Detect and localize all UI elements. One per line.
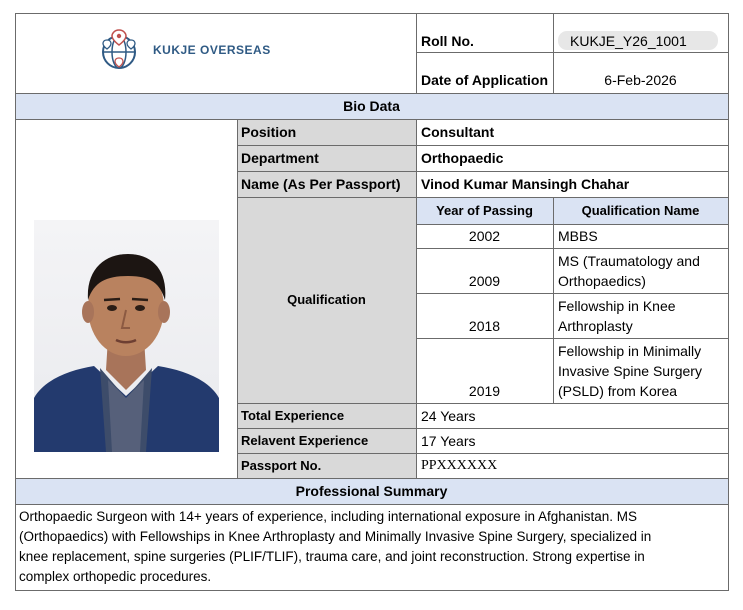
department-label: Department — [241, 150, 319, 166]
name-label: Name (As Per Passport) — [241, 176, 401, 192]
summary-line: complex orthopedic procedures. — [19, 569, 212, 584]
qualification-name: Arthroplasty — [558, 318, 633, 334]
professional-summary-title: Professional Summary — [295, 483, 448, 499]
qualification-label: Qualification — [287, 292, 366, 307]
date-of-application-value: 6-Feb-2026 — [604, 72, 677, 88]
summary-line: (Orthopaedics) with Fellowships in Knee Arthroplasty and Minimally Invasive Spine Surgery, specialized in — [19, 529, 652, 544]
passport-number-label: Passport No. — [241, 458, 322, 473]
company-logo-text: KUKJE OVERSEAS — [153, 43, 271, 57]
company-logo — [97, 28, 271, 74]
bio-data-title: Bio Data — [343, 98, 400, 114]
relevant-experience-value: 17 Years — [421, 433, 476, 449]
qualification-name: Invasive Spine Surgery — [558, 363, 702, 379]
qualification-name: Orthopaedics) — [558, 273, 646, 289]
summary-line: Orthopaedic Surgeon with 14+ years of experience, including international exposure in Afghanistan. MS — [19, 509, 638, 524]
department-value: Orthopaedic — [421, 150, 504, 166]
qualification-year: 2018 — [468, 318, 501, 334]
qualification-name: MS (Traumatology and — [558, 253, 700, 269]
qualification-name: MBBS — [558, 228, 598, 244]
qualification-year: 2002 — [468, 228, 501, 244]
applicant-photo — [34, 220, 219, 452]
position-label: Position — [241, 124, 297, 140]
roll-number-label: Roll No. — [421, 33, 474, 49]
summary-line: knee replacement, spine surgeries (PLIF/TLIF), trauma care, and joint reconstruction. Strong expertise in — [19, 549, 645, 564]
position-value: Consultant — [421, 124, 495, 140]
total-experience-label: Total Experience — [241, 408, 345, 423]
year-of-passing-header: Year of Passing — [436, 203, 533, 218]
passport-number-value: PPXXXXXX — [421, 458, 498, 473]
qualification-name: Fellowship in Knee — [558, 298, 676, 314]
globe-pin-icon — [97, 28, 147, 74]
qualification-name: Fellowship in Minimally — [558, 343, 702, 359]
qualification-name-header: Qualification Name — [581, 203, 700, 218]
total-experience-value: 24 Years — [421, 408, 476, 424]
roll-number-value: KUKJE_Y26_1001 — [570, 33, 687, 49]
name-value: Vinod Kumar Mansingh Chahar — [421, 176, 630, 192]
qualification-name: (PSLD) from Korea — [558, 383, 678, 399]
qualification-year: 2009 — [468, 273, 501, 289]
date-of-application-label: Date of Application — [421, 72, 549, 88]
qualification-year: 2019 — [468, 383, 501, 399]
relevant-experience-label: Relavent Experience — [241, 433, 369, 448]
